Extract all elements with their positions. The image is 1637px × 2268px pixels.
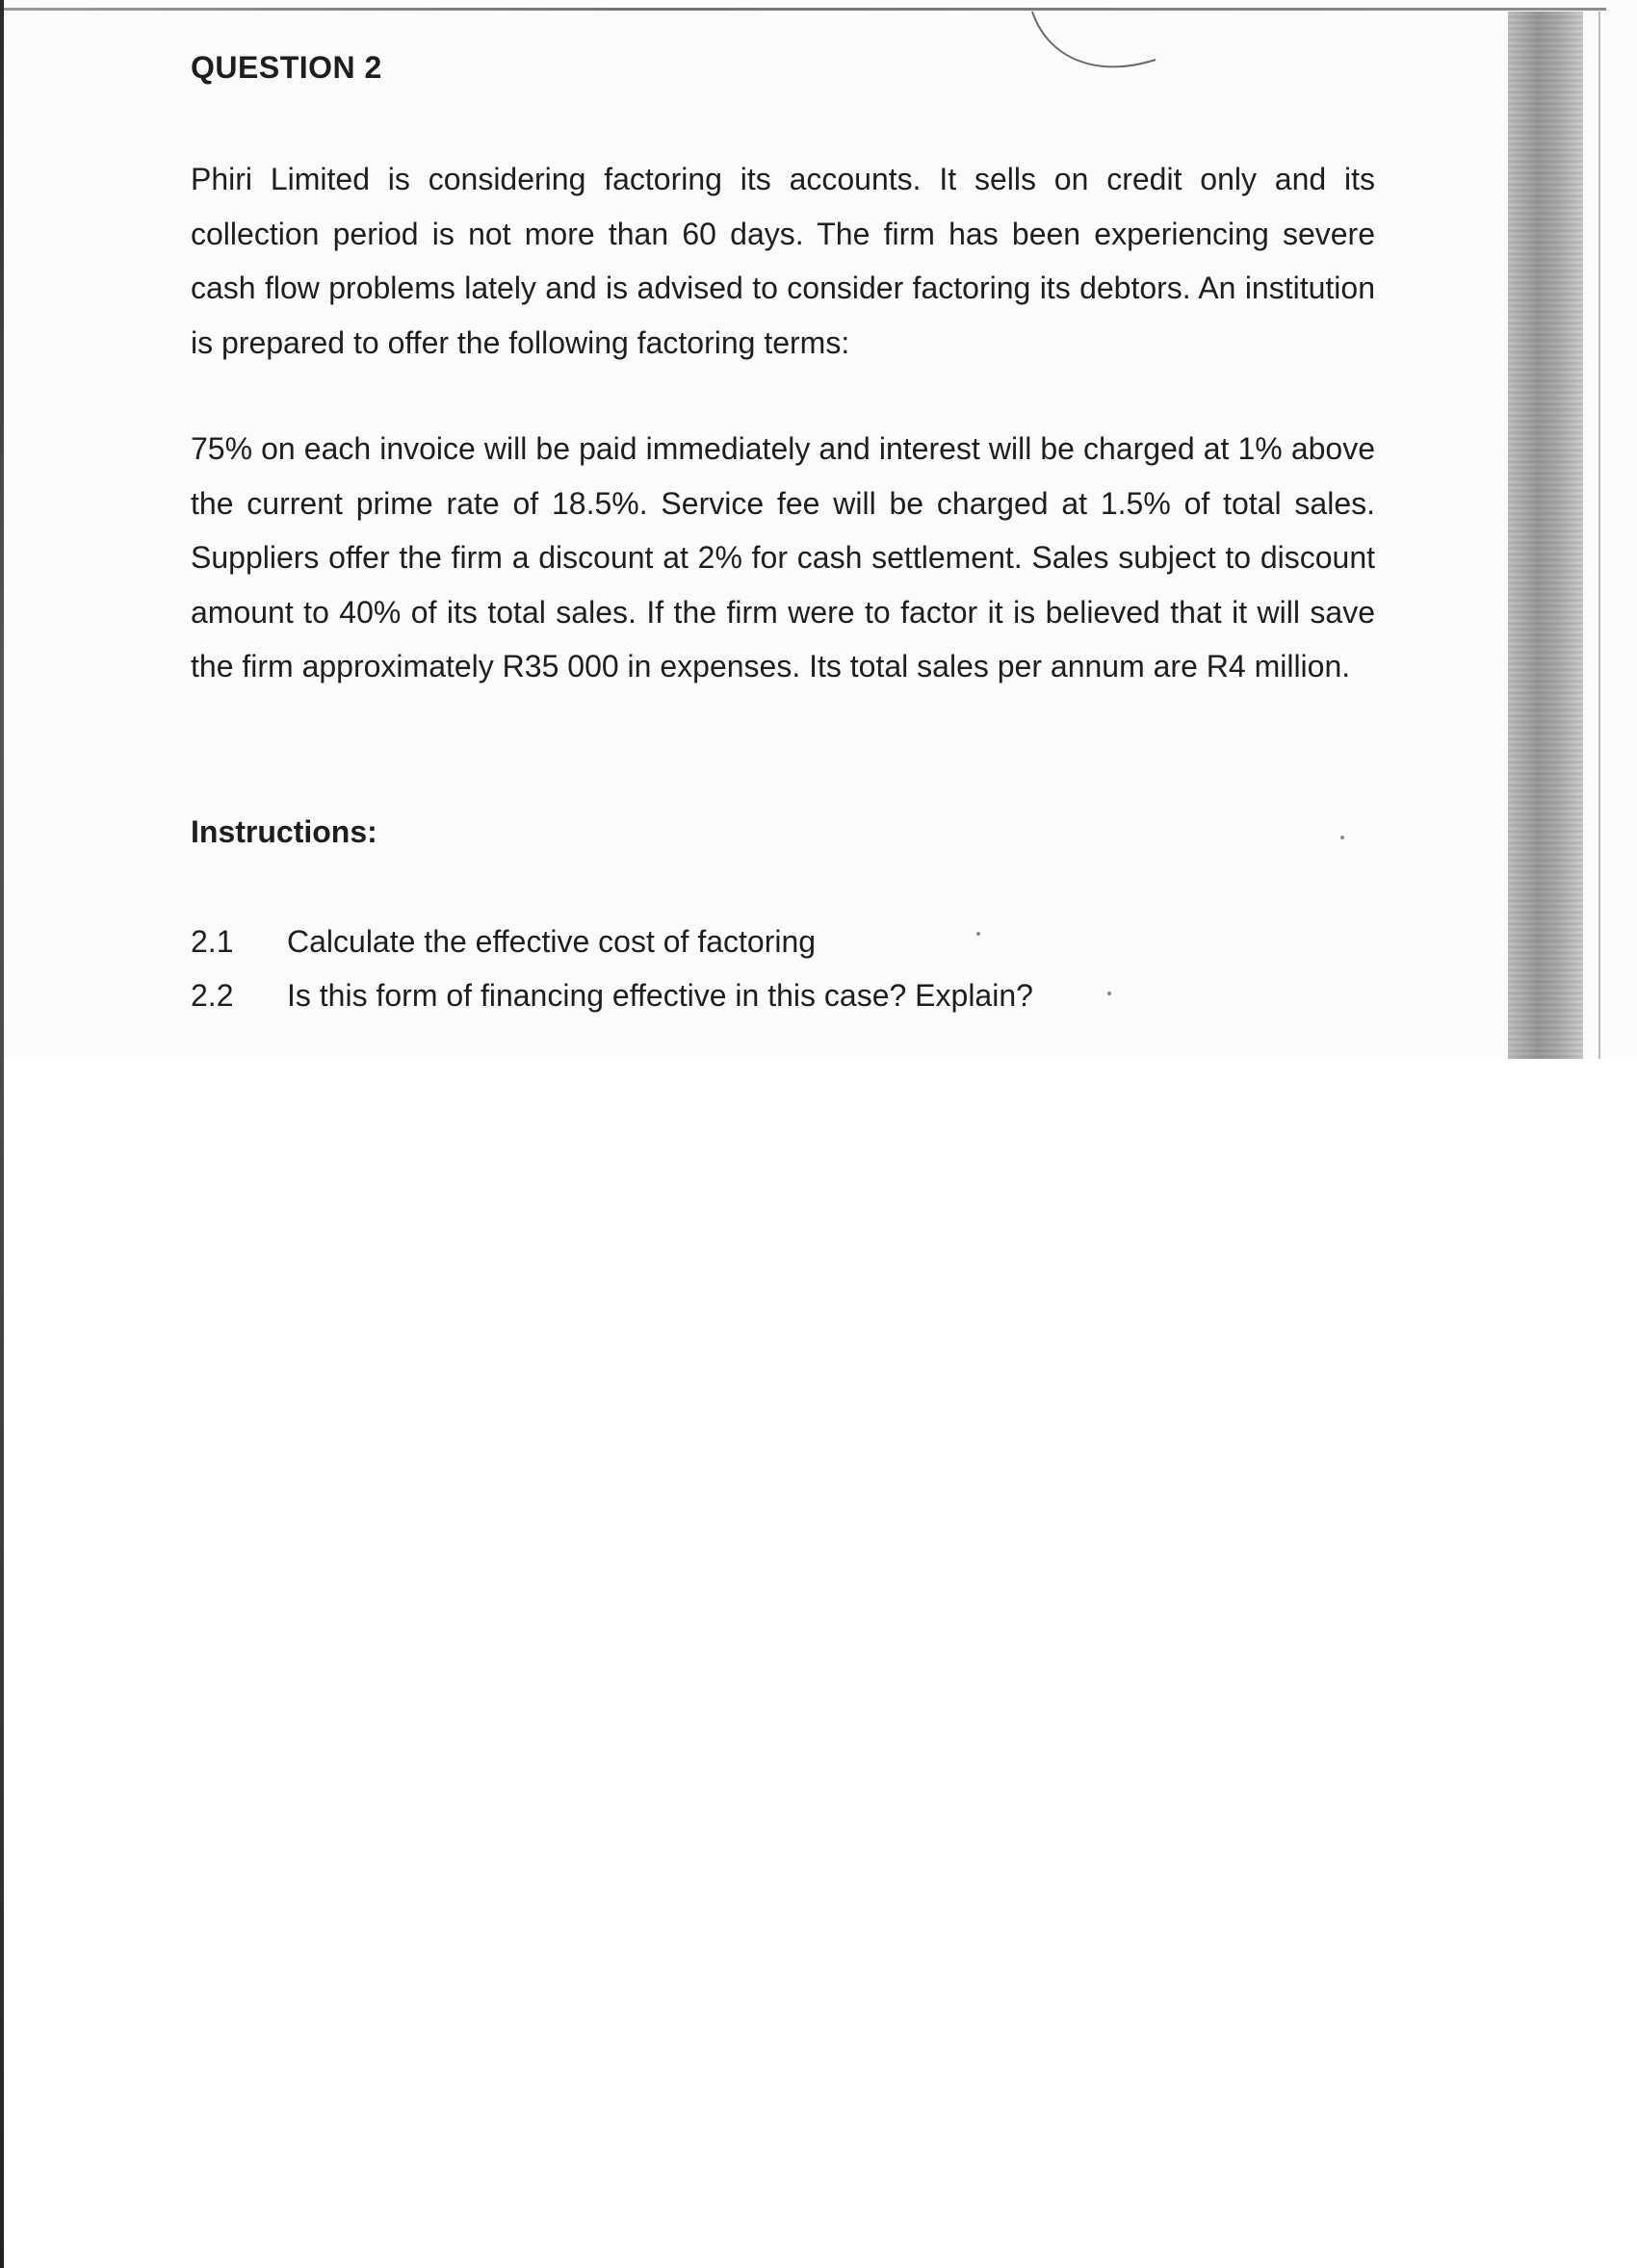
scenario-paragraph: Phiri Limited is considering factoring its accounts. It sells on credit only and its collection period is not more than 60 days. The firm has been experiencing severe cash flow problems lately and is advised to consider factoring its debtors. An institution is prepared to offer the following factoring terms:: [191, 162, 1375, 360]
question-heading: QUESTION 2: [191, 50, 382, 85]
instruction-text: Calculate the effective cost of factoring: [287, 924, 817, 959]
scan-speck: [1107, 992, 1111, 995]
instruction-item: [191, 968, 1033, 1022]
instruction-number: 2.1: [191, 924, 234, 959]
scan-right-line: [1598, 12, 1600, 1059]
scan-right-strip: [1508, 12, 1583, 1059]
scan-speck: [1340, 836, 1344, 839]
instructions-heading: Instructions:: [191, 814, 377, 849]
pen-mark: [1028, 10, 1163, 77]
lower-page-area: [4, 1059, 1637, 2268]
terms-paragraph: 75% on each invoice will be paid immediately and interest will be charged at 1% above the current prime rate of 18.5%. Service fee will be charged at 1.5% of total sales. Suppliers offer the firm a discount at 2% for cash settlement. Sales subject to discount amount to 40% of its total sales. If the firm were to factor it is believed that it will save the firm approximately R35 000 in expenses. Its total sales per annum are R4 million.: [191, 431, 1375, 683]
instruction-text: Is this form of financing effective in this case? Explain?: [287, 978, 1033, 1013]
instruction-number: 2.2: [191, 978, 234, 1013]
scan-top-edge: [0, 8, 1606, 11]
instruction-item: [191, 915, 1033, 968]
scan-speck: [976, 932, 980, 936]
instructions-list: [191, 915, 1033, 1022]
